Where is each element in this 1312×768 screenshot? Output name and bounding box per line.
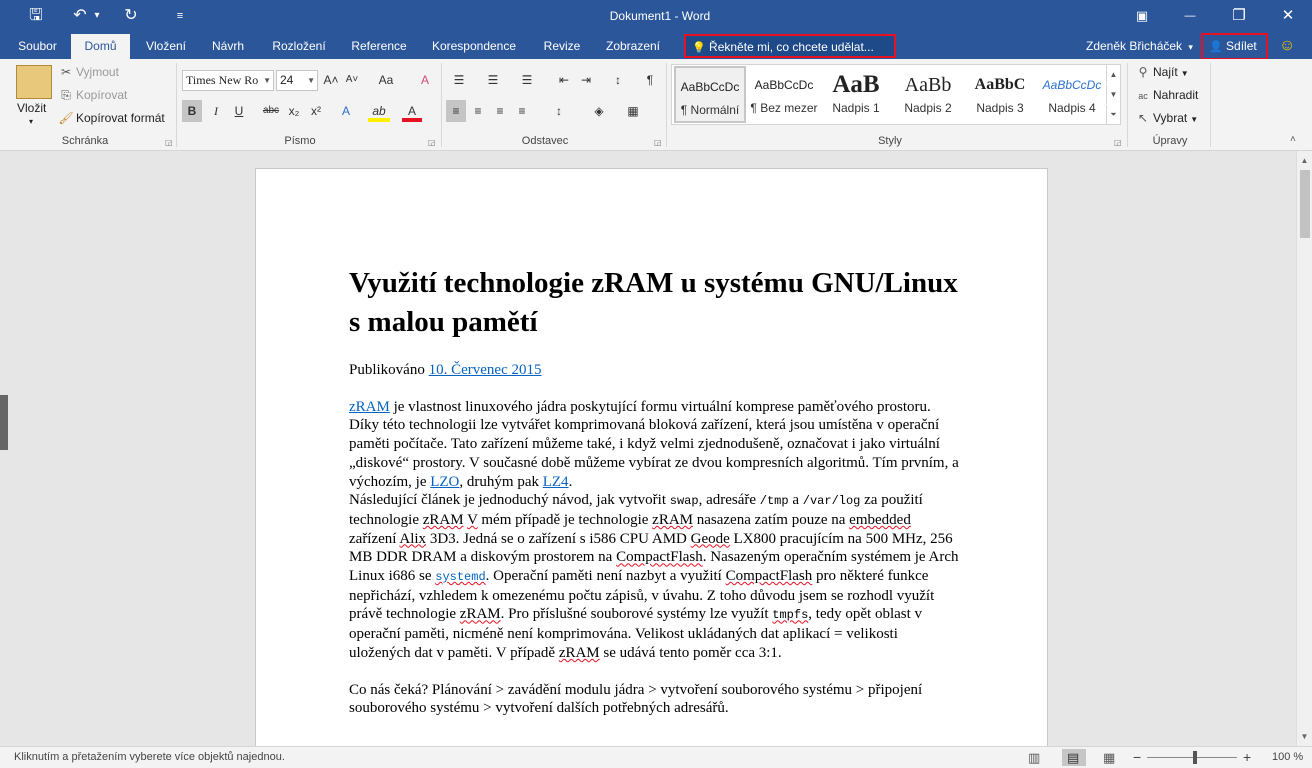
cut-button[interactable] bbox=[58, 63, 119, 81]
styles-scroll-down-icon[interactable]: ▼ bbox=[1106, 85, 1120, 104]
text-run: pro některé funkce nepřichází, vzhledem k omezenému počtu zápisů, v úvahu. Z toho důvodu jsem se rozhodl využít právě technologie bbox=[349, 568, 935, 623]
divider bbox=[1210, 63, 1211, 147]
replace-label: Nahradit bbox=[1153, 88, 1199, 102]
format-painter-button[interactable] bbox=[58, 109, 165, 127]
text-run: . Operační paměti není nazbyt a využití bbox=[485, 568, 726, 585]
tell-me-placeholder: Řekněte mi, co chcete udělat... bbox=[709, 40, 874, 54]
paragraph-guide bbox=[349, 491, 959, 662]
paste-caret-icon[interactable]: ▾ bbox=[29, 117, 34, 126]
spelling-error: CompactFlash bbox=[616, 549, 703, 566]
clipboard-paste-icon[interactable] bbox=[16, 65, 52, 99]
styles-scroll-up-icon[interactable]: ▲ bbox=[1106, 65, 1120, 84]
code-varlog: /var/log bbox=[802, 494, 861, 509]
ribbon-home bbox=[0, 59, 1312, 151]
bullets-icon[interactable]: ☰ bbox=[453, 73, 465, 87]
tab-view[interactable]: Zobrazení bbox=[605, 39, 661, 53]
chevron-down-icon: ▼ bbox=[263, 76, 271, 85]
zram-link[interactable]: zRAM bbox=[349, 398, 390, 415]
find-button[interactable] bbox=[1135, 63, 1189, 83]
search-icon: ⚲ bbox=[1138, 65, 1148, 79]
cursor-icon: ↖ bbox=[1137, 111, 1149, 125]
bold-button[interactable]: B bbox=[182, 100, 202, 122]
undo-dropdown-icon[interactable]: ▾ bbox=[94, 10, 100, 21]
status-text: Kliknutím a přetažením vyberete více objektů najednou. bbox=[14, 751, 285, 763]
cut-label: Vyjmout bbox=[76, 65, 119, 79]
redo-icon[interactable]: ↻ bbox=[124, 7, 138, 24]
highlight-color-icon[interactable]: ab bbox=[368, 100, 390, 122]
pilcrow-icon[interactable]: ¶ bbox=[646, 73, 654, 87]
style-preview: AaBbCcDc bbox=[754, 78, 814, 92]
text-run: . bbox=[568, 473, 573, 490]
document-canvas bbox=[0, 151, 1296, 746]
clear-formatting-icon[interactable]: A bbox=[420, 73, 429, 87]
text-run: Následující článek je jednoduchý návod, jak vytvořit bbox=[349, 492, 670, 509]
style-name: Nadpis 3 bbox=[976, 101, 1024, 115]
strikethrough-button[interactable]: abc bbox=[262, 105, 280, 116]
share-button[interactable] bbox=[1201, 33, 1268, 60]
sort-icon[interactable]: ↕ bbox=[615, 73, 621, 87]
font-size-combo[interactable] bbox=[276, 70, 318, 91]
document-title: Využití technologie zRAM u systému GNU/Linux s malou pamětí bbox=[349, 267, 958, 338]
divider bbox=[666, 63, 667, 147]
zoom-in-button[interactable]: + bbox=[1243, 749, 1252, 765]
web-layout-icon[interactable]: ▦ bbox=[1103, 750, 1116, 765]
style-preview: AaB bbox=[832, 71, 880, 98]
chevron-down-icon: ▼ bbox=[307, 76, 315, 85]
tab-references[interactable]: Reference bbox=[351, 39, 407, 53]
subscript-button[interactable]: x₂ bbox=[288, 104, 300, 118]
zoom-slider[interactable] bbox=[1147, 757, 1237, 758]
tab-file[interactable]: Soubor bbox=[18, 39, 57, 53]
spelling-error: V bbox=[467, 511, 478, 528]
minimize-button[interactable]: — bbox=[1184, 10, 1196, 22]
code-tmp: /tmp bbox=[759, 494, 789, 509]
copy-button[interactable] bbox=[58, 86, 127, 104]
collapse-ribbon-icon[interactable]: ˄ bbox=[1290, 134, 1296, 145]
justify-icon[interactable]: ≡ bbox=[518, 104, 526, 118]
customize-qat-icon[interactable]: ≡ bbox=[176, 10, 184, 22]
share-label: Sdílet bbox=[1226, 39, 1257, 53]
spelling-error: zRAM bbox=[422, 511, 464, 528]
divider bbox=[441, 63, 442, 147]
published-date-link[interactable]: 10. Červenec 2015 bbox=[428, 362, 542, 378]
change-case-icon[interactable]: Aa bbox=[378, 73, 394, 87]
smiley-feedback-icon[interactable]: ☺ bbox=[1279, 37, 1296, 54]
font-color-icon[interactable]: A bbox=[402, 100, 422, 122]
tab-home[interactable]: Domů bbox=[71, 34, 130, 60]
lightbulb-icon: 💡 bbox=[692, 42, 706, 54]
spelling-error: CompactFlash bbox=[725, 568, 813, 585]
text-run: 3D3. Jedná se o zařízení s i586 CPU AMD bbox=[426, 530, 691, 547]
tell-me-search[interactable] bbox=[684, 34, 896, 58]
undo-icon[interactable]: ↶ bbox=[73, 7, 87, 24]
scissors-icon: ✂ bbox=[60, 65, 72, 79]
divider bbox=[176, 63, 177, 147]
ribbon-tabs bbox=[0, 34, 1312, 59]
tab-design[interactable]: Návrh bbox=[211, 39, 244, 53]
user-caret-icon: ▾ bbox=[1188, 42, 1193, 52]
decrease-indent-icon[interactable]: ⇤ bbox=[558, 73, 570, 87]
style-name: ¶ Normální bbox=[680, 103, 740, 117]
copy-label: Kopírovat bbox=[76, 88, 128, 102]
select-button[interactable] bbox=[1135, 109, 1198, 129]
tab-insert[interactable]: Vložení bbox=[145, 39, 187, 53]
italic-button[interactable]: I bbox=[214, 104, 218, 118]
tab-layout[interactable]: Rozložení bbox=[272, 39, 326, 53]
scroll-down-icon[interactable]: ▼ bbox=[1300, 732, 1309, 741]
styles-group-label: Styly bbox=[878, 135, 902, 147]
user-name: Zdeněk Břicháček bbox=[1086, 39, 1183, 53]
style-preview: AaBbCcDc bbox=[680, 80, 740, 94]
zoom-out-button[interactable]: − bbox=[1133, 749, 1142, 765]
style-heading-4[interactable] bbox=[1036, 66, 1108, 123]
spelling-error: zRAM bbox=[558, 644, 600, 661]
superscript-button[interactable]: x² bbox=[311, 104, 321, 118]
text-run: mém případě je technologie bbox=[477, 511, 653, 528]
text-run: LX800 pracujícím na 500 MHz, 256 MB DDR DRAM a diskovým prostorem na bbox=[349, 530, 953, 566]
increase-indent-icon[interactable]: ⇥ bbox=[580, 73, 592, 87]
numbering-icon[interactable]: ☰ bbox=[487, 73, 499, 87]
clipboard-group-label: Schránka bbox=[61, 135, 109, 147]
text-effects-icon[interactable]: A bbox=[341, 104, 350, 118]
person-icon: 👤 bbox=[1209, 41, 1223, 53]
spelling-error: zRAM bbox=[459, 606, 501, 623]
text-run: nasazena zatím pouze na bbox=[693, 511, 850, 528]
font-name-value: Times New Ro bbox=[186, 73, 259, 87]
spelling-error: embedded bbox=[849, 511, 911, 528]
styles-launcher-icon[interactable]: ◲ bbox=[1114, 138, 1122, 147]
paragraph-intro bbox=[349, 398, 959, 492]
style-normal[interactable] bbox=[674, 66, 746, 123]
font-launcher-icon[interactable]: ◲ bbox=[428, 138, 436, 147]
styles-gallery bbox=[671, 64, 1121, 125]
text-run: . Nasazeným operačním systémem je Arch Linux i686 se bbox=[349, 549, 959, 585]
format-painter-label: Kopírovat formát bbox=[76, 111, 165, 125]
title-bar bbox=[0, 0, 1312, 34]
style-name: Nadpis 2 bbox=[904, 101, 952, 115]
style-name: Nadpis 1 bbox=[832, 101, 880, 115]
chevron-down-icon: ▼ bbox=[1190, 115, 1199, 124]
lzo-link[interactable]: LZO bbox=[430, 473, 460, 490]
close-button[interactable]: ✕ bbox=[1281, 7, 1295, 24]
grow-font-icon[interactable]: A˄ bbox=[323, 73, 339, 87]
user-account[interactable] bbox=[1086, 34, 1193, 59]
brush-icon: 🖌 bbox=[58, 111, 74, 125]
code-systemd: systemd bbox=[435, 570, 486, 585]
zoom-level[interactable]: 100 % bbox=[1272, 751, 1304, 763]
published-line bbox=[349, 361, 959, 380]
select-label: Vybrat bbox=[1153, 111, 1188, 125]
text-run: zařízení bbox=[349, 530, 400, 547]
clipboard-launcher-icon[interactable]: ◲ bbox=[165, 138, 173, 147]
scroll-thumb[interactable] bbox=[1300, 170, 1310, 238]
text-run: za použití technologie bbox=[349, 492, 923, 528]
save-icon[interactable]: 🖫 bbox=[29, 7, 43, 24]
line-spacing-icon[interactable]: ↕ bbox=[556, 104, 562, 118]
document-page[interactable] bbox=[255, 168, 1048, 746]
align-right-icon[interactable]: ≡ bbox=[496, 104, 504, 118]
shading-icon[interactable]: ◈ bbox=[594, 104, 604, 118]
styles-more-icon[interactable]: ⏷ bbox=[1106, 105, 1120, 124]
paragraph-launcher-icon[interactable]: ◲ bbox=[654, 138, 662, 147]
vertical-scrollbar[interactable] bbox=[1296, 151, 1312, 746]
restore-button[interactable]: ❐ bbox=[1232, 7, 1246, 24]
style-heading-1[interactable] bbox=[820, 66, 892, 123]
replace-icon: ac bbox=[1138, 91, 1148, 101]
published-label: Publikováno bbox=[349, 362, 429, 378]
style-heading-2[interactable] bbox=[892, 66, 964, 123]
scroll-up-icon[interactable]: ▲ bbox=[1300, 156, 1309, 165]
multilevel-list-icon[interactable]: ☰ bbox=[521, 73, 533, 87]
print-layout-icon[interactable]: ▤ bbox=[1067, 750, 1080, 765]
spelling-error: Geode bbox=[690, 530, 730, 547]
replace-button[interactable] bbox=[1135, 86, 1198, 105]
text-run: , druhým pak bbox=[459, 473, 543, 490]
left-edge-marker bbox=[0, 395, 8, 450]
underline-button[interactable]: U bbox=[234, 104, 244, 118]
paste-label[interactable]: Vložit bbox=[17, 101, 47, 115]
document-body[interactable] bbox=[349, 264, 959, 718]
tab-review[interactable]: Revize bbox=[543, 39, 581, 53]
chevron-down-icon: ▼ bbox=[1180, 69, 1189, 78]
tab-mailings[interactable]: Korespondence bbox=[431, 39, 517, 53]
style-preview: AaBb bbox=[904, 74, 952, 96]
text-run: , tedy opět oblast v operační paměti, nicméně není komprimována. Velikost ukládaných dat aplikací = velikosti uložených dat v paměti. V případě bbox=[349, 606, 923, 661]
editing-group-label: Úpravy bbox=[1152, 135, 1188, 147]
find-label: Najít bbox=[1153, 65, 1178, 79]
align-center-icon[interactable]: ≡ bbox=[474, 104, 482, 118]
read-mode-icon[interactable]: ▥ bbox=[1028, 750, 1041, 765]
divider bbox=[1127, 63, 1128, 147]
text-run: je vlastnost linuxového jádra poskytující formu virtuální komprese paměťového prostoru. Díky této technologii lze vytvářet komprimovaná bloková zařízení, která jsou umístěna v operační paměti počítače. Tato zařízení můžeme také, i když velmi zjednodušeně, označovat i jako virtuální „diskové“ prostory. V současné době můžeme vybírat ze dvou kompresních algoritmů. Tím prvním, a výchozím, je bbox=[349, 398, 959, 490]
text-run: a bbox=[788, 492, 803, 509]
text-run: . Pro příslušné souborové systémy lze využít bbox=[500, 606, 773, 623]
paragraph-plan: Co nás čeká? Plánování > zavádění modulu jádra > vytvoření souborového systému > připojení souborového systému > vytvoření dalších potřebných adresářů. bbox=[349, 681, 923, 717]
ribbon-display-options-icon[interactable]: ▣ bbox=[1135, 8, 1149, 23]
code-swap: swap bbox=[669, 494, 699, 509]
style-preview: AaBbCcDc bbox=[1042, 78, 1102, 92]
copy-icon: ⎘ bbox=[61, 88, 71, 102]
font-group-label: Písmo bbox=[284, 135, 316, 147]
style-name: Nadpis 4 bbox=[1048, 101, 1096, 115]
code-tmpfs: tmpfs bbox=[772, 608, 809, 623]
style-name: ¶ Bez mezer bbox=[750, 101, 818, 115]
borders-icon[interactable]: ▦ bbox=[627, 104, 639, 118]
text-run: , adresáře bbox=[698, 492, 760, 509]
zoom-slider-thumb[interactable] bbox=[1193, 751, 1197, 764]
font-size-value: 24 bbox=[280, 73, 294, 87]
style-no-spacing[interactable] bbox=[748, 66, 820, 123]
text-run: se udává tento poměr cca 3:1. bbox=[599, 644, 782, 661]
shrink-font-icon[interactable]: A˅ bbox=[345, 74, 359, 85]
style-preview: AaBbC bbox=[974, 76, 1026, 93]
spelling-error: zRAM bbox=[652, 511, 693, 528]
spelling-error: Alix bbox=[399, 530, 427, 547]
paragraph-group-label: Odstavec bbox=[521, 135, 569, 147]
status-bar bbox=[0, 746, 1312, 768]
align-left-icon[interactable]: ≡ bbox=[446, 100, 466, 122]
lz4-link[interactable]: LZ4 bbox=[542, 473, 569, 490]
window-title: Dokument1 - Word bbox=[609, 9, 711, 23]
style-heading-3[interactable] bbox=[964, 66, 1036, 123]
font-name-combo[interactable] bbox=[182, 70, 274, 91]
